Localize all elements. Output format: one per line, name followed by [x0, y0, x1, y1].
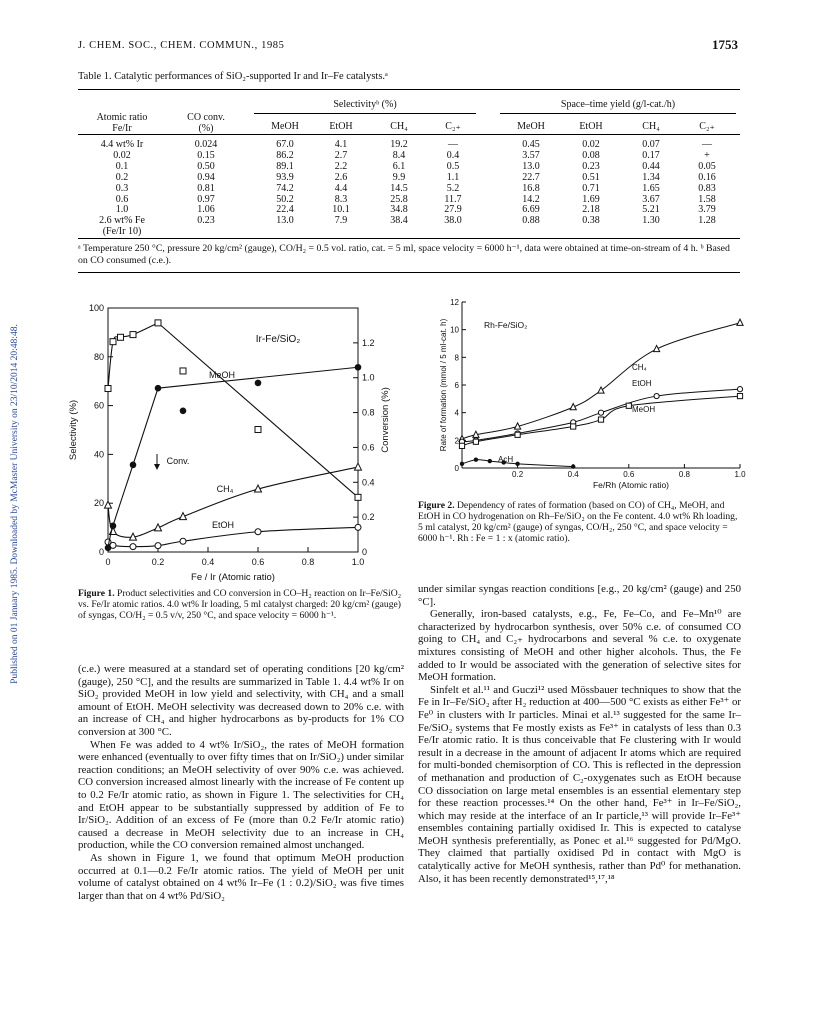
table-cell: 50.2 [276, 193, 294, 205]
x-tick-label: 0.2 [151, 557, 165, 567]
x-tick-label: 1.0 [351, 557, 365, 567]
x-tick-label: 0.8 [301, 557, 315, 567]
table-cell: 0.1 [115, 160, 129, 172]
data-point [110, 339, 116, 345]
group-sty: Space–time yield (g/l-cat./h) [560, 99, 676, 110]
table-cell: 74.2 [276, 182, 294, 194]
x-tick-label: 0.6 [623, 470, 635, 479]
x-tick-label: 0.2 [512, 470, 524, 479]
data-point [598, 417, 603, 422]
table-row-sub: (Fe/Ir 10) [102, 226, 142, 237]
table-cell: 19.2 [390, 139, 408, 150]
table-cell: 0.16 [698, 171, 716, 183]
paragraph: When Fe was added to 4 wt% Ir/SiO₂, the rates of MeOH formation were enhanced (eventually to over fifty times that on Ir/SiO₂) under similar reaction conditions; an MeOH selectivity of over 90% c.e. was achieved. CO conversion increased almost linearly with the increase of Fe content up to 0.2 Fe/Ir atomic ratio, as shown in Figure 1. The selectivities for CH₄ and EtOH appear to be substantially suppressed by addition of Fe to Ir/SiO₂. Addition of an excess of Fe (more than 0.2 Fe/Ir atomic ratio) caused a decrease in MeOH selectivity due to an increase in CH₄ production, while the CO conversion remained almost unchanged. [78, 738, 404, 852]
table-cell: — [702, 139, 712, 150]
table-cell: 0.88 [522, 215, 540, 227]
series-line [108, 527, 358, 546]
table-cell: 2.6 [334, 171, 348, 183]
figure-2-caption: Figure 2. Dependency of rates of formation (based on CO) of CH₄, MeOH, and EtOH in CO hydrogenation on Rh–Fe/SiO₂ on the Fe content. 4.0 wt% Rh loading, 5 ml catalyst, 20 kg/cm² (gauge) of syngas, CO/H₂, 250 °C, and space velocity = 6000 h⁻¹. Rh : Fe = 1 : x (atomic ratio). [418, 500, 738, 544]
table-cell: 1.69 [582, 193, 600, 205]
table-cell: 4.4 [334, 182, 348, 194]
section-rule [78, 272, 740, 273]
paragraph: As shown in Figure 1, we found that optimum MeOH production occurred at 0.1—0.2 Fe/Ir atomic ratios. The yield of MeOH per unit volume of catalyst obtained on 4 wt% Ir–Fe (1 : 0.2)/SiO₂ was five times larger than that on 4 wt% Pd/SiO₂ [78, 851, 404, 902]
data-point [255, 427, 261, 433]
table-cell: 1.30 [642, 215, 660, 227]
table-cell: 0.6 [115, 193, 129, 205]
figure-1-chart [60, 296, 405, 586]
x-axis-label: Fe / Ir (Atomic ratio) [191, 572, 275, 583]
table-subheader: C₂₊ [699, 121, 715, 132]
table-cell: 0.15 [197, 149, 215, 161]
data-point [180, 538, 186, 544]
table-cell: 6.1 [392, 160, 406, 172]
y-axis-label: Selectivity (%) [68, 399, 79, 461]
table-cell: 38.4 [390, 215, 408, 227]
y-tick-label: 2 [454, 436, 459, 446]
table-cell: 0.51 [582, 171, 600, 183]
table-subheader: CH₄ [390, 121, 408, 132]
table-cell: 0.2 [115, 171, 129, 183]
data-point [626, 403, 631, 408]
group-rule-sty [500, 113, 736, 114]
y2-tick-label: 0 [362, 547, 368, 557]
series-label: Conv. [166, 456, 190, 466]
table-cell: 0.17 [642, 149, 660, 161]
table-cell: 2.7 [334, 149, 348, 161]
data-point [473, 439, 478, 444]
chart-title: Ir-Fe/SiO₂ [255, 334, 301, 345]
table-cell: 5.2 [446, 182, 460, 194]
table-cell: 0.45 [522, 139, 540, 150]
table-cell: 34.8 [390, 204, 408, 216]
table-cell: 0.05 [698, 160, 716, 172]
table-cell: 89.1 [276, 160, 294, 172]
paragraph: Generally, iron-based catalysts, e.g., Fe, Fe–Co, and Fe–Mn¹⁰ are characterized by hydrocarbon synthesis, over 50% c.e. of consumed CO going to CH₄ and C₂₊ hydrocarbons and several % c.e. to oxygenate mixtures consisting of MeOH and other higher alcohols. Thus, the Fe added to Ir would be associated with the generation of selective sites for MeOH formation. [418, 608, 741, 684]
y2-tick-label: 1.0 [362, 372, 375, 383]
data-point [474, 458, 478, 462]
series-label: MeOH [208, 370, 236, 380]
table-subheader: MeOH [517, 121, 545, 132]
series-label: CH₄ [632, 363, 647, 372]
series-label: AcH [498, 455, 514, 464]
page-number: 1753 [712, 37, 738, 52]
y-tick-label: 8 [454, 353, 459, 363]
table-cell: 25.8 [390, 193, 408, 205]
paragraph: (c.e.) were measured at a standard set of operating conditions [20 kg/cm² (gauge), 250 °C], and the results are summarized in Table 1. 4.4 wt% Ir on SiO₂ provided MeOH in low yield and selectivity, with CH₄ and a small amount of EtOH. MeOH selectivity was decreased down to 20% c.e. with an increase of CH₄ and higher hydrocarbons as by-products for 1% CO conversion at 300 °C. [78, 663, 404, 738]
x-axis-label: Fe/Rh (Atomic ratio) [592, 480, 670, 490]
y-tick-label: 40 [93, 449, 104, 460]
table-top-rule [78, 89, 740, 90]
y2-tick-label: 0.2 [362, 512, 375, 523]
series-label: EtOH [632, 379, 652, 388]
data-point [737, 387, 742, 392]
table-cell: 13.0 [522, 160, 540, 172]
table-cell: 6.69 [522, 204, 540, 216]
table-subheader: EtOH [329, 121, 353, 132]
figure-2-chart [436, 294, 748, 494]
y-tick-label: 100 [88, 303, 104, 313]
series-label: EtOH [211, 520, 235, 530]
y-tick-label: 10 [450, 325, 459, 335]
y-tick-label: 0 [454, 464, 459, 473]
table-cell: 0.23 [582, 160, 600, 172]
running-header: J. CHEM. SOC., CHEM. COMMUN., 1985 [78, 40, 285, 51]
data-point [598, 387, 604, 393]
data-point [130, 462, 137, 469]
table-cell: 0.3 [115, 182, 129, 194]
table-cell: 0.02 [113, 149, 131, 161]
data-point [130, 544, 136, 550]
group-selectivity: Selectivityᵇ (%) [333, 99, 397, 110]
y-tick-label: 80 [93, 351, 104, 362]
data-point [355, 524, 361, 530]
table-cell: — [448, 139, 458, 150]
table-cell: 1.06 [197, 204, 215, 216]
series-label: CH₄ [216, 484, 234, 494]
y2-tick-label: 1.2 [362, 337, 375, 348]
y-tick-label: 12 [450, 298, 459, 307]
paragraph: under similar syngas reaction conditions [e.g., 20 kg/cm² (gauge) and 250 °C]. [418, 583, 741, 608]
series-line [108, 323, 358, 497]
data-point [118, 334, 124, 340]
y2-axis-label: Conversion (%) [380, 387, 391, 453]
table-cell: 0.50 [197, 160, 215, 172]
table-subheader: EtOH [579, 121, 603, 132]
table-cell: 0.07 [642, 139, 660, 150]
table-cell: 0.024 [194, 139, 218, 150]
y2-tick-label: 0.6 [362, 442, 375, 453]
table-cell: 1.65 [642, 182, 660, 194]
download-notice: Published on 01 January 1985. Downloaded by McMaster University on 23/10/2014 20:48:48. [10, 324, 20, 684]
table-subheader: C₂₊ [445, 121, 461, 132]
data-point [105, 545, 112, 552]
table-subheader: MeOH [271, 121, 299, 132]
table-cell: 3.79 [698, 204, 716, 216]
y-tick-label: 6 [454, 381, 459, 390]
table-footnote: ᵃ Temperature 250 °C, pressure 20 kg/cm² (gauge), CO/H₂ = 0.5 vol. ratio, cat. = 5 ml, space velocity = 6000 h⁻¹, data were obtained at time-on-stream of 4 h. ᵇ Based on CO consumed (c.e.). [78, 243, 730, 266]
data-point [130, 332, 136, 338]
figure-1-caption: Figure 1. Product selectivities and CO conversion in CO–H₂ reaction on Ir–Fe/SiO₂ vs. Fe/Ir atomic ratios. 4.0 wt% Ir loading, 5 ml catalyst charged: 20 kg/cm² (gauge) of syngas, CO/H₂ = 0.5 v/v, 250 °C, and space velocity = 6000 h⁻¹. [78, 588, 402, 621]
table-cell: 13.0 [276, 215, 294, 227]
table-subheader: CH₄ [642, 121, 660, 132]
data-point [155, 543, 161, 549]
body-left-column [78, 663, 404, 902]
y-tick-label: 4 [454, 408, 459, 418]
y2-tick-label: 0.8 [362, 407, 375, 418]
plot-frame [108, 308, 358, 552]
table-cell: 14.2 [522, 193, 540, 205]
conv-arrow-head [154, 464, 160, 470]
x-tick-label: 0.4 [201, 557, 215, 567]
table-cell: 93.9 [276, 171, 294, 183]
data-point [459, 443, 464, 448]
data-point [255, 380, 262, 387]
table-cell: 4.4 wt% Ir [100, 139, 144, 150]
table-cell: 1.28 [698, 215, 716, 227]
table-cell: 16.8 [522, 182, 540, 194]
data-point [598, 410, 603, 415]
data-point [515, 462, 519, 466]
table-bottom-rule [78, 238, 740, 239]
table-cell: 14.5 [390, 182, 408, 194]
data-point [355, 494, 361, 500]
table-cell: 0.23 [197, 215, 215, 227]
x-tick-label: 0.6 [251, 557, 265, 567]
table-cell: 9.9 [392, 171, 406, 183]
table-cell: 0.97 [197, 193, 215, 205]
table-cell: 86.2 [276, 149, 294, 161]
data-point [571, 424, 576, 429]
data-point [571, 464, 575, 468]
table-cell: 0.81 [197, 182, 215, 194]
col-co-conv: CO conv. (%) [187, 112, 225, 134]
table-header-rule [78, 134, 740, 135]
data-point [110, 523, 117, 530]
table-cell: 0.94 [197, 171, 215, 183]
x-tick-label: 1.0 [734, 470, 746, 479]
y-axis-label: Rate of formation (mmol / 5 ml-cat. h) [439, 318, 448, 452]
x-tick-label: 0 [105, 557, 111, 567]
y2-tick-label: 0.4 [362, 477, 375, 488]
data-point [654, 393, 659, 398]
table-cell: 3.57 [522, 149, 540, 161]
y-tick-label: 0 [98, 547, 104, 557]
data-point [488, 459, 492, 463]
table-cell: 22.7 [522, 171, 540, 183]
table-cell: 1.58 [698, 193, 716, 205]
table-cell: 0.44 [642, 160, 660, 172]
data-point [355, 364, 362, 371]
y-tick-label: 60 [93, 400, 104, 411]
table-cell: 7.9 [334, 215, 348, 227]
table-cell: 1.0 [115, 204, 129, 216]
series-label: MeOH [632, 405, 656, 414]
data-point [460, 462, 464, 466]
data-point [737, 393, 742, 398]
table-cell: 10.1 [332, 204, 350, 216]
table-cell: 0.71 [582, 182, 600, 194]
table-cell: 1.1 [446, 171, 460, 183]
table-cell: 1.34 [642, 171, 660, 183]
x-tick-label: 0.4 [567, 470, 579, 479]
table-cell: 38.0 [444, 215, 462, 227]
data-point [737, 319, 743, 325]
data-point [180, 408, 187, 415]
table-cell: 67.0 [276, 139, 294, 150]
table-cell: 0.83 [698, 182, 716, 194]
table-cell: 11.7 [444, 193, 462, 205]
data-point [155, 320, 161, 326]
table-cell: 0.02 [582, 139, 600, 150]
x-tick-label: 0.8 [678, 470, 690, 479]
table-caption: Table 1. Catalytic performances of SiO₂-supported Ir and Ir–Fe catalysts.ᵃ [78, 71, 388, 82]
table-cell: 0.08 [582, 149, 600, 161]
group-rule-sel [254, 113, 476, 114]
data-point [180, 368, 186, 374]
table-cell: 0.4 [446, 149, 460, 161]
y-tick-label: 20 [93, 498, 104, 509]
paragraph: Sinfelt et al.¹¹ and Guczi¹² used Mössbauer techniques to show that the Fe in Ir–Fe/SiO₂ after H₂ reduction at 400—500 °C exists as either Fe³⁺ or Fe⁰ in clusters with Ir particles. Minai et al.¹³ suggested for the same Ir–Fe/SiO₂ systems that Fe mostly exists as Fe³⁺ in catalysts of less than 0.3 Fe/Ir atomic ratio. It is thus conceivable that Fe clustering with Ir would result in a decrease in the amount of adjacent Ir atoms which are required for multi-bonded chemisorption of CO. This is reflected in the depression of methanation and production of C₂-oxygenates such as EtOH because CO dissociation on large metal ensembles is an essential elementary step for these reaction processes.¹⁴ On the other hand, Fe³⁺ in Ir–Fe/SiO₂, which may reside at the interface of an Ir particle,¹³ will provide Ir–Fe³⁺ ensembles containing partially oxidised Ir. This is expected to catalyse MeOH synthesis preferentially, as Ponec et al.¹⁶ suggested for Pd/MgO. They claimed that partially oxidised Pd in contact with MgO is catalytically active for MeOH synthesis, rather than Pd⁰ for methanation. Also, it has been recently demonstrated¹⁵,¹⁷,¹⁸ [418, 683, 741, 885]
data-point [355, 463, 362, 470]
chart-title: Rh-Fe/SiO₂ [484, 320, 528, 330]
col-atomic-ratio: Atomic ratio Fe/Ir [96, 112, 148, 134]
table-cell: 8.3 [334, 193, 348, 205]
table-cell: 2.2 [334, 160, 348, 172]
table-cell: 0.38 [582, 215, 600, 227]
table-cell: 8.4 [392, 149, 406, 161]
table-cell: 27.9 [444, 204, 462, 216]
table-cell: 5.21 [642, 204, 660, 216]
table-cell: 0.5 [446, 160, 460, 172]
data-point [155, 385, 162, 392]
table-cell: + [704, 149, 710, 161]
table-cell: 2.18 [582, 204, 600, 216]
table-cell: 22.4 [276, 204, 294, 216]
data-point [105, 386, 111, 392]
data-point [255, 529, 261, 535]
data-point [105, 501, 112, 508]
table-cell: 3.67 [642, 193, 660, 205]
body-right-column [418, 583, 741, 885]
table-cell: 2.6 wt% Fe [99, 215, 145, 227]
data-point [515, 432, 520, 437]
table-cell: 4.1 [334, 139, 348, 150]
